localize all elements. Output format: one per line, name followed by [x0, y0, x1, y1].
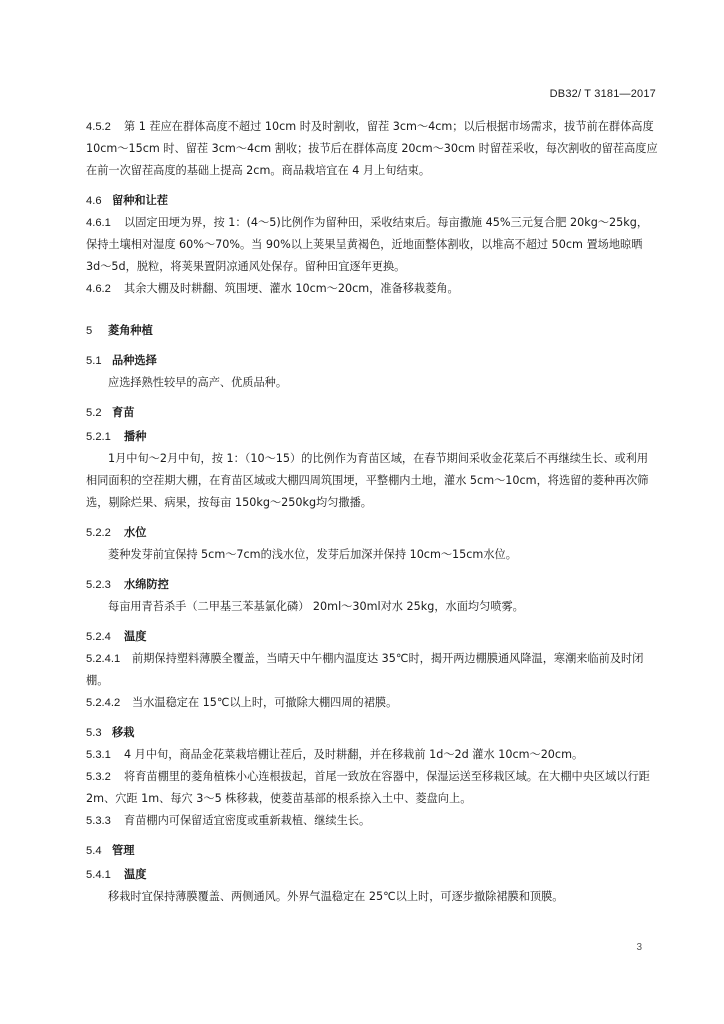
body-paragraph: 1月中旬～2月中旬，按 1：（10～15）的比例作为育苗区域，在春节期间采收金花菜后不再继续生长、或利用相同面积的空茬期大棚，在育苗区域或大棚四周筑围埂，平整棚内土地，灌水 5cm～10cm，将选留的菱种再次筛选，剔除烂果、病果，按每亩 150kg～250kg均匀撒播。 — [86, 452, 649, 509]
clause-number: 4.6.2 — [86, 283, 111, 295]
clause-number: 5.2.4.2 — [86, 697, 121, 709]
section-title: 温度 — [124, 868, 147, 881]
spacer — [86, 618, 658, 624]
spacer — [86, 300, 658, 306]
clause-number: 5.2.4.1 — [86, 653, 121, 665]
spacer — [86, 394, 658, 400]
section-heading — [86, 722, 658, 744]
page-number: 3 — [636, 942, 642, 953]
section-number: 5.4.1 — [86, 869, 111, 881]
numbered-clause — [86, 116, 658, 182]
section-title: 育苗 — [112, 406, 135, 419]
body-paragraph: 移栽时宜保持薄膜覆盖、两侧通风。外界气温稳定在 25℃以上时，可逐步撤除裙膜和顶膜。 — [108, 890, 564, 903]
section-number: 5.2.1 — [86, 431, 111, 443]
spacer — [86, 714, 658, 720]
numbered-clause — [86, 212, 658, 278]
clause-text: 将育苗棚里的菱角植株小心连根拔起，首尾一致放在容器中，保湿运送至移栽区域。在大棚中央区域以行距 2m、穴距 1m、每穴 3～5 株移栽，使菱苗基部的根系捺入土中、菱盘向上。 — [86, 770, 650, 805]
clause-text: 前期保持塑料薄膜全覆盖，当晴天中午棚内温度达 35℃时，揭开两边棚膜通风降温，寒潮来临前及时闭棚。 — [86, 652, 644, 687]
spacer — [86, 182, 658, 188]
section-heading — [86, 574, 658, 596]
clause-text: 第 1 茬应在群体高度不超过 10cm 时及时割收，留茬 3cm～4cm；以后根据市场需求，拔节前在群体高度 10cm～15cm 时、留茬 3cm～4cm 割收；拔节后在群体高度 20cm～30cm 时留茬采收，每次割收的留茬高度应在前一次留茬高度的基础上提高 2cm。商品栽培宜在 4 月上旬结束。 — [86, 120, 658, 177]
section-title: 温度 — [124, 630, 147, 643]
numbered-clause — [86, 744, 658, 766]
numbered-clause — [86, 278, 658, 300]
section-number: 5 — [86, 325, 93, 337]
numbered-clause — [86, 810, 658, 832]
section-heading — [86, 864, 658, 886]
standard-code: DB32/ T 3181—2017 — [549, 88, 656, 100]
clause-text: 当水温稳定在 15℃以上时，可撤除大棚四周的裙膜。 — [132, 696, 398, 709]
section-title: 播种 — [124, 430, 147, 443]
section-number: 5.4 — [86, 845, 102, 857]
section-title: 管理 — [112, 844, 135, 857]
section-heading — [86, 402, 658, 424]
section-title: 菱角种植 — [108, 324, 153, 337]
section-number: 5.2.3 — [86, 579, 111, 591]
clause-text: 以固定田埂为界，按 1：(4～5)比例作为留种田，采收结束后。每亩撒施 45%三元复合肥 20kg～25kg，保持土壤相对湿度 60%～70%。当 90%以上荚果呈黄褐色，近地面整体割收，以堆高不超过 50cm 置场地晾晒 3d～5d，脱粒，将荚果置阴凉通风处保存。留种田宜逐年更换。 — [86, 216, 649, 273]
section-title: 水绵防控 — [124, 578, 169, 591]
document-body — [86, 116, 658, 908]
section-heading — [86, 426, 658, 448]
clause-text: 4 月中旬，商品金花菜栽培棚让茬后，及时耕翻，并在移栽前 1d～2d 灌水 10cm～20cm。 — [124, 748, 584, 761]
section-title: 移栽 — [112, 726, 135, 739]
numbered-clause — [86, 648, 658, 692]
section-title: 品种选择 — [112, 354, 157, 367]
numbered-clause — [86, 766, 658, 810]
section-heading — [86, 320, 658, 342]
section-heading — [86, 190, 658, 212]
clause-number: 4.5.2 — [86, 121, 111, 133]
section-title: 水位 — [124, 526, 147, 539]
clause-number: 4.6.1 — [86, 217, 111, 229]
clause-number: 5.3.3 — [86, 815, 111, 827]
clause-number: 5.3.2 — [86, 771, 111, 783]
section-heading — [86, 626, 658, 648]
section-heading — [86, 522, 658, 544]
section-heading — [86, 350, 658, 372]
spacer — [86, 514, 658, 520]
section-number: 5.3 — [86, 727, 102, 739]
spacer — [86, 566, 658, 572]
section-number: 5.2 — [86, 407, 102, 419]
clause-text: 其余大棚及时耕翻、筑围埂、灌水 10cm～20cm，准备移栽菱角。 — [124, 282, 459, 295]
body-paragraph: 应选择熟性较早的高产、优质品种。 — [108, 376, 288, 389]
body-paragraph: 每亩用青苔杀手（二甲基三苯基氯化磷） 20ml～30ml对水 25kg，水面均匀喷雾。 — [108, 600, 524, 613]
clause-number: 5.3.1 — [86, 749, 111, 761]
section-number: 4.6 — [86, 195, 102, 207]
spacer — [86, 832, 658, 838]
section-number: 5.2.2 — [86, 527, 111, 539]
section-heading — [86, 840, 658, 862]
section-number: 5.1 — [86, 355, 102, 367]
body-paragraph: 菱种发芽前宜保持 5cm～7cm的浅水位，发芽后加深并保持 10cm～15cm水位。 — [108, 548, 517, 561]
section-number: 5.2.4 — [86, 631, 111, 643]
section-title: 留种和让茬 — [112, 194, 168, 207]
numbered-clause — [86, 692, 658, 714]
clause-text: 育苗棚内可保留适宜密度或重新栽植、继续生长。 — [124, 814, 371, 827]
